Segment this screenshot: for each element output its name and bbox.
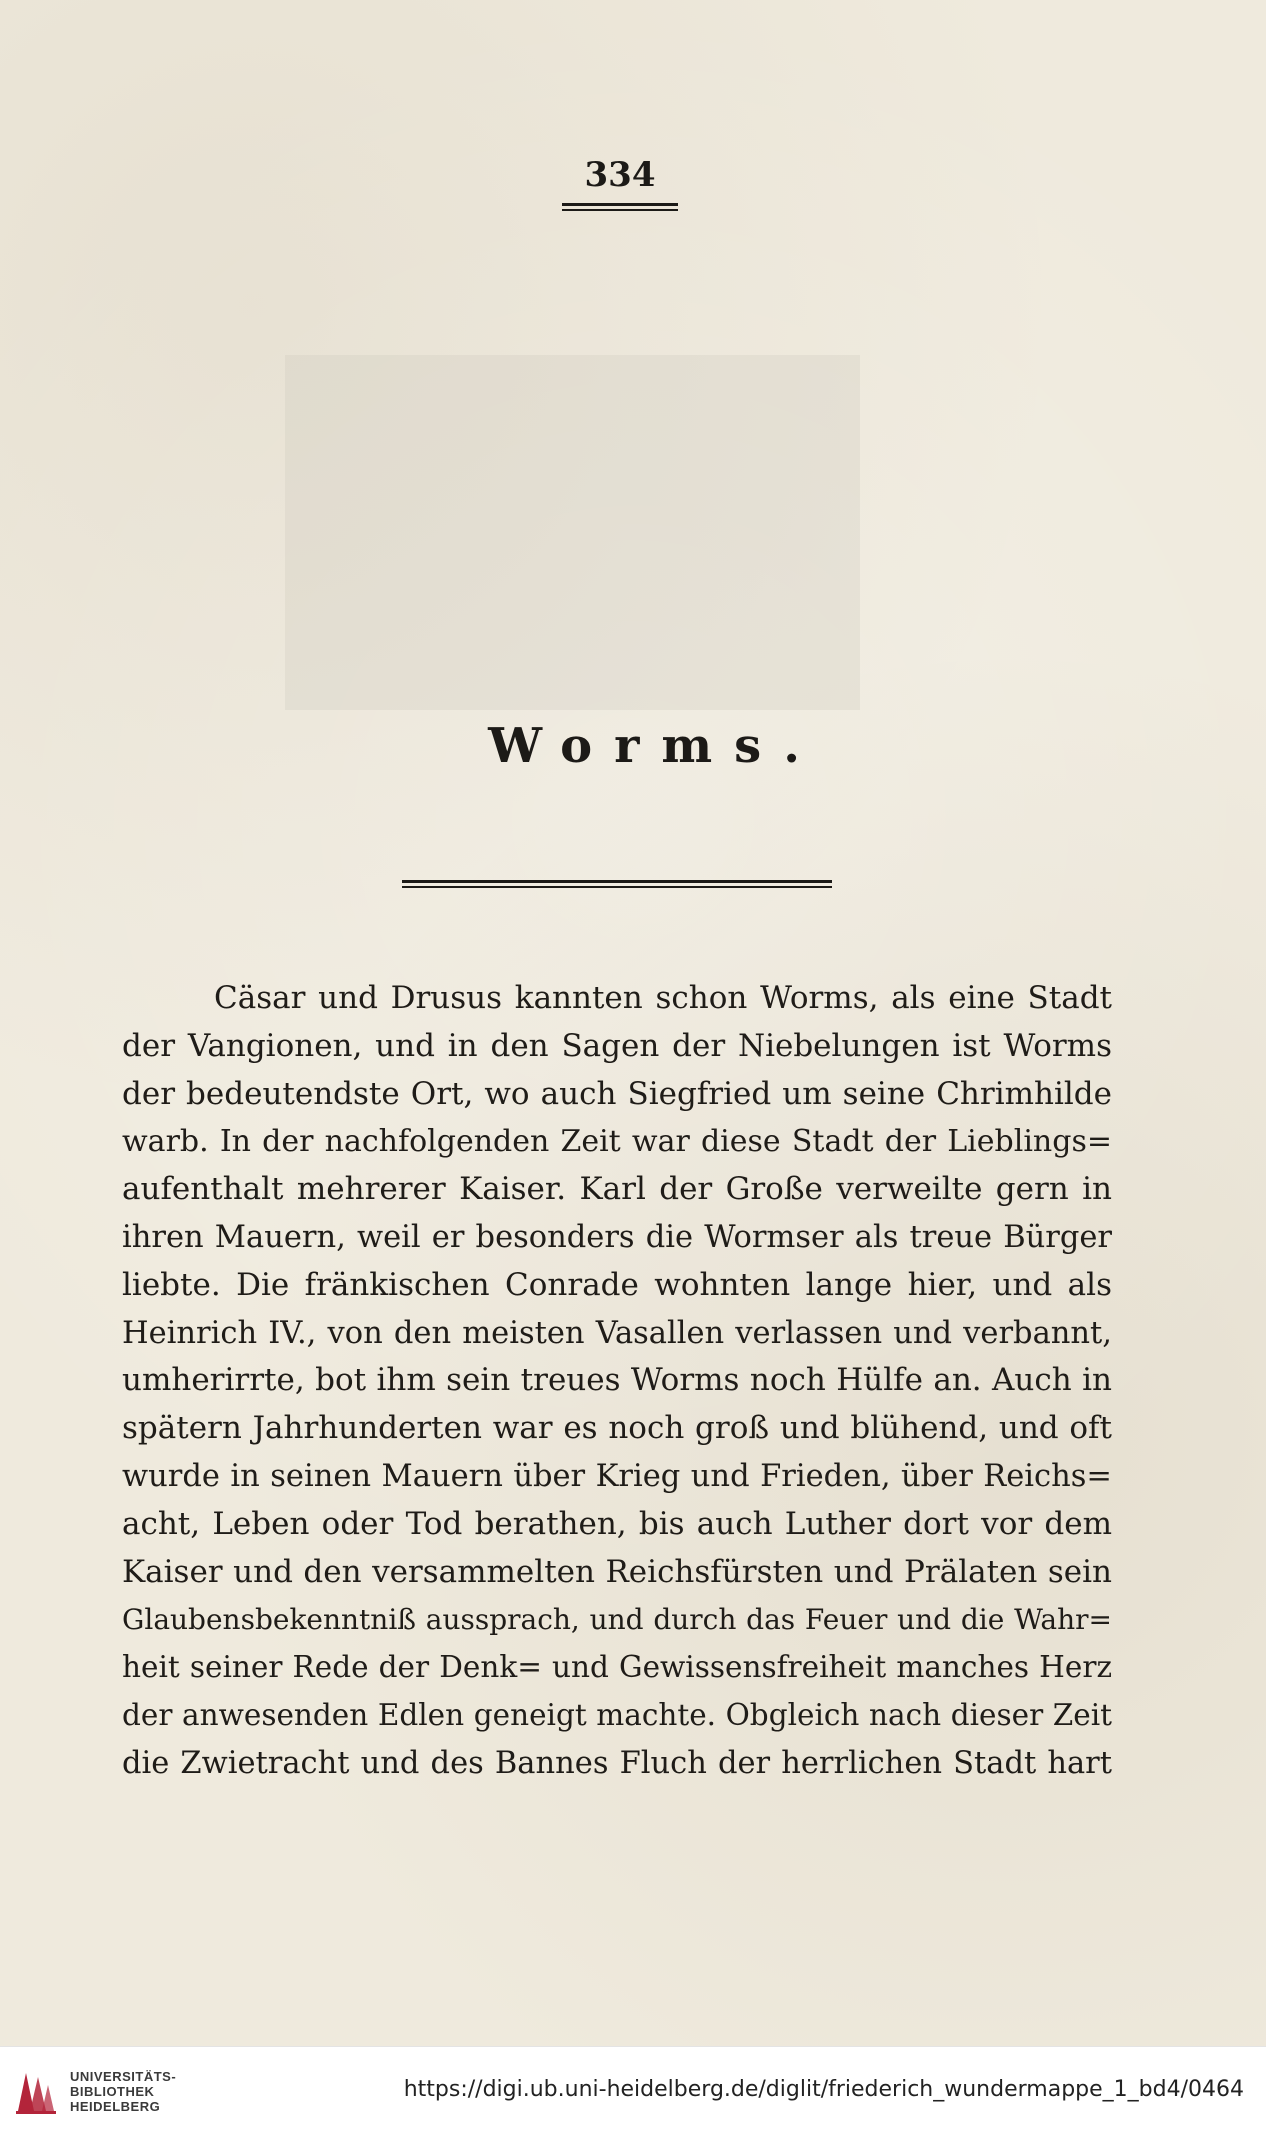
text-line: Heinrich IV., von den meisten Vasallen verlassen und verbannt, bbox=[122, 1315, 1112, 1351]
chapter-title: Worms. bbox=[488, 718, 822, 774]
body-text bbox=[122, 975, 1112, 1788]
text-line: liebte. Die fränkischen Conrade wohnten lange hier, und als bbox=[122, 1266, 1112, 1303]
text-line: acht, Leben oder Tod berathen, bis auch Luther dort vor dem bbox=[122, 1505, 1112, 1542]
text-line: der bedeutendste Ort, wo auch Siegfried um seine Chrimhilde bbox=[122, 1075, 1112, 1112]
text-line: Cäsar und Drusus kannten schon Worms, als eine Stadt bbox=[214, 980, 1112, 1016]
text-line: die Zwietracht und des Bannes Fluch der herrlichen Stadt hart bbox=[122, 1745, 1112, 1781]
text-line: ihren Mauern, weil er besonders die Wormser als treue Bürger bbox=[122, 1219, 1112, 1255]
text-line: spätern Jahrhunderten war es noch groß und blühend, und oft bbox=[122, 1410, 1112, 1447]
page-number: 334 bbox=[584, 155, 656, 195]
text-line: der Vangionen, und in den Sagen der Niebelungen ist Worms bbox=[122, 1027, 1112, 1064]
header-rule-thin bbox=[562, 209, 678, 211]
logo-line: UNIVERSITÄTS- bbox=[70, 2069, 177, 2084]
show-through-shadow bbox=[285, 355, 860, 710]
text-line: umherirrte, bot ihm sein treues Worms noch Hülfe an. Auch in bbox=[122, 1362, 1112, 1399]
text-line: aufenthalt mehrerer Kaiser. Karl der Große verweilte gern in bbox=[122, 1171, 1112, 1208]
permalink-url[interactable]: https://digi.ub.uni-heidelberg.de/diglit/friederich_wundermappe_1_bd4/0464 bbox=[403, 2077, 1244, 2102]
title-rule-thin bbox=[402, 886, 832, 888]
text-line: wurde in seinen Mauern über Krieg und Frieden, über Reichs= bbox=[122, 1458, 1112, 1494]
viewer-footer bbox=[0, 2046, 1266, 2139]
logo-line: BIBLIOTHEK bbox=[70, 2084, 155, 2099]
text-line: heit seiner Rede der Denk= und Gewissensfreiheit manches Herz bbox=[122, 1650, 1112, 1685]
text-line: der anwesenden Edlen geneigt machte. Obgleich nach dieser Zeit bbox=[122, 1697, 1112, 1732]
title-rule bbox=[402, 880, 832, 883]
library-logo-text[interactable] bbox=[70, 2069, 176, 2114]
logo-line: HEIDELBERG bbox=[70, 2099, 161, 2114]
header-rule bbox=[562, 203, 678, 206]
text-line: Glaubensbekenntniß aussprach, und durch das Feuer und die Wahr= bbox=[122, 1603, 1112, 1637]
text-line: warb. In der nachfolgenden Zeit war diese Stadt der Lieblings= bbox=[122, 1124, 1112, 1160]
university-seal-icon[interactable] bbox=[12, 2067, 58, 2117]
text-line: Kaiser und den versammelten Reichsfürsten und Prälaten sein bbox=[122, 1553, 1112, 1590]
